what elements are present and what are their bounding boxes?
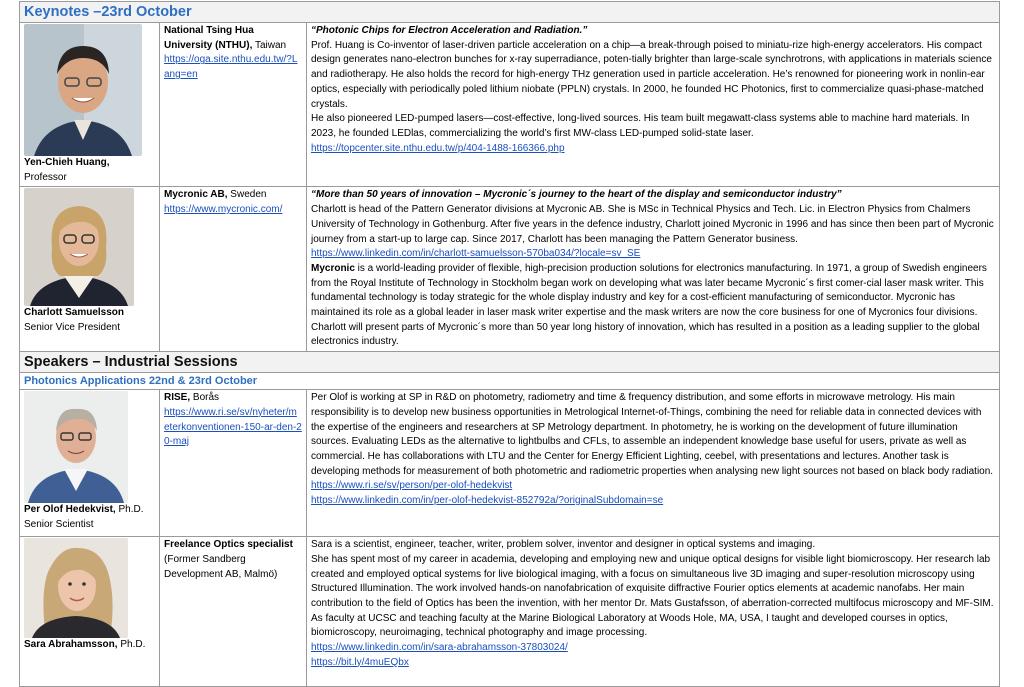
speaker-cell [20, 187, 160, 352]
speaker-cell [20, 390, 160, 537]
bio-paragraph: She has spent most of my career in academia, developing and employing new and unique optical designs for visible light biomicroscopy. Her research lab created and employed optical systems for live biological imaging, with a focus on simultaneous live 3D imaging and super-resolution microscopy using Structured Illumination. The work involved hands-on nanofabrication of exquisite diffractive Fourier optics elements at academic nanofabs. Her main contribution to the field of Optics has been the invention, with her mentor Dr. Mats Gustafsson, of aberration-corrected multifocus microscopy and MF-SIM. As faculty at UCSC and teaching faculty at the Marine Biological Laboratory at Woods Hole, MA, USA, I taught and developed courses in optics, biomicroscopy, neuroimaging, technical photography and image processing. [311, 553, 994, 639]
speaker-name: Yen-Chieh Huang, [24, 157, 110, 168]
speaker-name: Sara Abrahamsson, [24, 639, 118, 651]
org-cell [160, 390, 307, 537]
org-name: National Tsing Hua University (NTHU), [164, 25, 254, 51]
speaker-cell [20, 537, 160, 687]
speaker-title: Senior Scientist [24, 518, 94, 530]
bio-cell [307, 23, 1000, 187]
bio-cell [307, 390, 1000, 537]
org-name: RISE, [164, 392, 191, 404]
bio-paragraph: Charlott is head of the Pattern Generator divisions at Mycronic AB. She is MSc in Technical Physics and Tech. Lic. in Electron Physics from Chalmers University of Technology in Gothenburg. After five years in the defence industry, Charlott joined Mycronic in 1996 and has since then been part of Mycronic journey from a start-up to large cap. Since 2017, Charlott has been managing the Pattern Generator business. [311, 204, 994, 245]
bio-paragraph: Per Olof is working at SP in R&D on photometry, radiometry and time & frequency distribution, and some efforts in microwave metrology. His main responsibility is to develop new business opportunities in Metrological Internet-of-Things, combining the need for reliable data in connected devices with the expertise of the engineers and researchers at SP Metrology department. In photometry, he is working on the development of future illumination sources. Evaluating LEDs as the alternative to lightbulbs and CFLs, to assemble an independent knowledge base useful for users, private as well as commercial. He has collaborations with LTU and the Center for Energy Efficient Lighting, ceebel, with presentations and lectures. Another task is developing methods for measurement of both photometric and radiometric properties when analysing new light sources not based on black body radiation. [311, 392, 994, 477]
org-location: Borås [190, 392, 220, 404]
speaker-title: Professor [24, 171, 67, 183]
speaker-photo-abrahamsson [24, 538, 128, 638]
speaker-table [19, 1, 1000, 687]
speaker-title: Senior Vice President [24, 322, 120, 334]
speaker-name: Charlott Samuelsson [24, 307, 125, 319]
company-description: is a world-leading provider of flexible, high-precision production solutions for electronics manufacturing. In 1971, a group of Swedish engineers from the Royal Institute of Technology in Stockholm began work on developing what was later became Mycronic´s first comer-cial laser mask writer. This fundamental technology is today strategic for the whole display industry and key for a cost-efficient manufacturing of semiconductor. Mycronic has maintained its role as a global leader in laser mask writer expertise and the mask writers are now the core business for one of Mycronics four divisions. Charlott will present parts of Mycronic´s more than 50 year long history of innovation, which has resulted in a position as a leading supplier to the global electronics industry. [311, 262, 987, 348]
keynote-row [20, 23, 1000, 187]
speaker-photo-huang [24, 24, 142, 156]
speaker-photo-hedekvist [24, 391, 128, 503]
org-cell [160, 187, 307, 352]
org-cell [160, 537, 307, 687]
org-link[interactable]: https://www.ri.se/sv/nyheter/meterkonventionen-150-ar-den-20-maj [164, 406, 302, 448]
session-subheading: Photonics Applications 22nd & 23rd October [20, 373, 1000, 390]
bio-paragraph [311, 262, 995, 350]
talk-title: “More than 50 years of innovation – Mycronic´s journey to the heart of the display and semiconductor industry” [311, 189, 842, 201]
org-link[interactable]: https://www.mycronic.com/ [164, 204, 283, 216]
bio-cell [307, 537, 1000, 687]
profile-link[interactable]: https://topcenter.site.nthu.edu.tw/p/404-1488-166366.php [311, 142, 565, 154]
bio-cell [307, 187, 1000, 352]
org-cell [160, 23, 307, 187]
speakers-heading: Speakers – Industrial Sessions [20, 352, 1000, 373]
speaker-cell [20, 23, 160, 187]
short-link[interactable]: https://bit.ly/4muEQbx [311, 656, 409, 668]
org-name: Mycronic AB, [164, 189, 228, 201]
profile-link[interactable]: https://www.ri.se/sv/person/per-olof-hedekvist [311, 480, 513, 492]
org-link[interactable]: https://oga.site.nthu.edu.tw/?Lang=en [164, 54, 298, 81]
bio-paragraph: He also pioneered LED-pumped lasers—cost-effective, long-lived sources. His team built megawatt-class systems able to machine hard materials. In 2023, he founded LEDlas, commercializing the world’s first MW-class LED-pumped solid-state laser. [311, 113, 970, 139]
org-name: Freelance Optics specialist [164, 539, 293, 551]
speaker-name: Per Olof Hedekvist, [24, 504, 116, 516]
bio-paragraph: Sara is a scientist, engineer, teacher, writer, problem solver, inventor and designer in optical systems and imaging. [311, 539, 816, 551]
speaker-photo-samuelsson [24, 188, 134, 306]
linkedin-link[interactable]: https://www.linkedin.com/in/sara-abrahamsson-37803024/ [311, 642, 568, 654]
org-location: Sweden [227, 189, 267, 201]
speaker-row [20, 390, 1000, 537]
org-note: (Former Sandberg Development AB, Malmö) [164, 553, 278, 580]
bio-paragraph: Prof. Huang is Co-inventor of laser-driven particle acceleration on a chip—a break-through poised to miniatu-rize high-energy accelerators. His compact design generates nano-electron bunches for x-ray superradiance, poten-tially brighter than large-scale synchrotrons, with applications in materials science and radiotherapy. He also holds the record for high-energy THz generation used in particle acceleration. He’s renowned for pioneering work in nonlin-ear optics, especially with periodically poled lithium niobate (PPLN) crystals. In 2000, he founded HC Photonics, first to commercialize quasi-phase-matched crystals. [311, 39, 992, 110]
talk-title: “Photonic Chips for Electron Acceleration and Radiation.” [311, 25, 588, 36]
keynotes-heading: Keynotes –23rd October [20, 2, 1000, 23]
org-location: Taiwan [252, 39, 287, 51]
profile-link[interactable]: https://www.linkedin.com/in/charlott-samuelsson-570ba034/?locale=sv_SE [311, 248, 641, 260]
speaker-degree: Ph.D. [115, 504, 144, 516]
speaker-degree: Ph.D. [117, 639, 146, 651]
keynote-row [20, 187, 1000, 352]
speaker-row [20, 537, 1000, 687]
linkedin-link[interactable]: https://www.linkedin.com/in/per-olof-hedekvist-852792a/?originalSubdomain=se [311, 495, 664, 507]
company-name: Mycronic [311, 262, 355, 274]
